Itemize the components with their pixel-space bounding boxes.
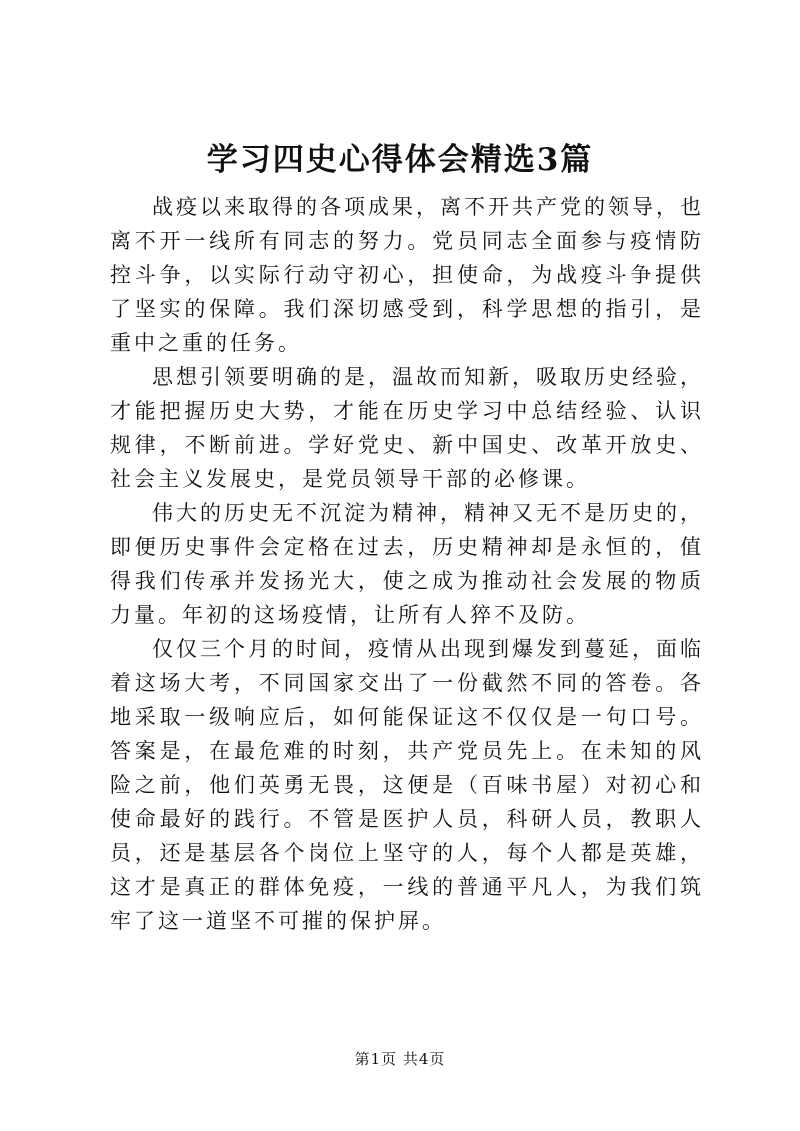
paragraph-2: 思想引领要明确的是，温故而知新，吸取历史经验，才能把握历史大势，才能在历史学习中总结经验、认识规律，不断前进。学好党史、新中国史、改革开放史、社会主义发展史，是党员领导干部的必修课。 [110,365,704,491]
page-title: 学习四史心得体会精选3篇 [206,142,594,178]
paragraph-4: 仅仅三个月的时间，疫情从出现到爆发到蔓延，面临着这场大考，不同国家交出了一份截然不同的答卷。各地采取一级响应后，如何能保证这不仅仅是一句口号。答案是，在最危难的时刻，共产党员先上。在未知的风险之前，他们英勇无畏，这便是（百味书屋）对初心和使命最好的践行。不管是医护人员，科研人员，教职人员，还是基层各个岗位上坚守的人，每个人都是英雄，这才是真正的群体免疫，一线的普通平凡人，为我们筑牢了这一道坚不可摧的保护屏。 [110,637,704,933]
paragraph-3: 伟大的历史无不沉淀为精神，精神又无不是历史的，即便历史事件会定格在过去，历史精神却是永恒的，值得我们传承并发扬光大，使之成为推动社会发展的物质力量。年初的这场疫情，让所有人猝不及防。 [110,501,704,627]
page-number-footer: 第1页 共4页 [354,1050,446,1068]
paragraph-1: 战疫以来取得的各项成果，离不开共产党的领导，也离不开一线所有同志的努力。党员同志全面参与疫情防控斗争，以实际行动守初心，担使命，为战疫斗争提供了坚实的保障。我们深切感受到，科学思想的指引，是重中之重的任务。 [110,195,704,355]
